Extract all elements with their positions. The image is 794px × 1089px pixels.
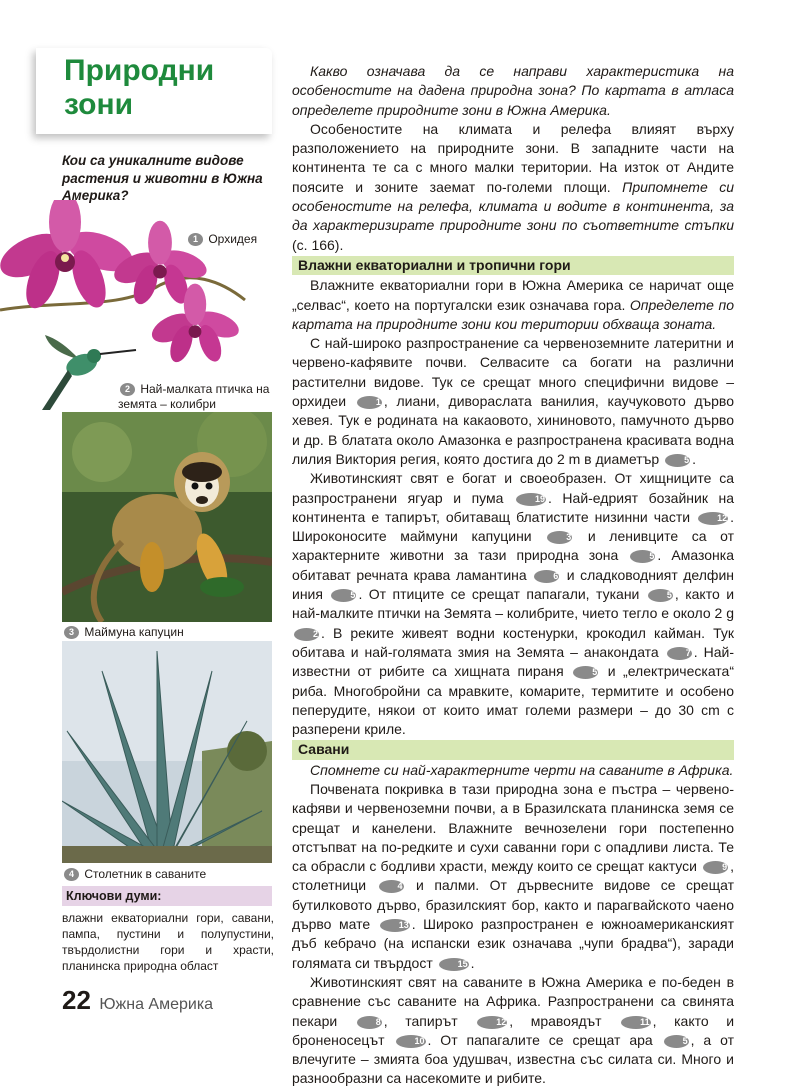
- ref-number: 4: [379, 880, 404, 893]
- keywords-heading: Ключови думи:: [62, 886, 272, 906]
- ref-number: 12: [477, 1016, 507, 1029]
- ref-number: 9: [703, 861, 728, 874]
- caption-number: 3: [64, 626, 79, 639]
- caption-hummingbird: [118, 382, 278, 412]
- page-number: 22: [62, 985, 91, 1015]
- paragraph: Почвената покривка в тази природна зона е пъстра – червено-кафяви и червеноземни почви, а в Бразилската планинска земя се срещат и канелени. Влажните вечнозелени гори постепенно отстъпват на по-редките и сухи саванни гори с опадливи листа. Те са обрасли с бодливи храсти, между които се срещат кактуси 9 , столетници 4 и палми. От дървесните видове се срещат бутилковото дърво, бразилският бор, както и парагвайското чаено дърво мате 13 . Широко разпространен е южноамериканският дъб кебрачо (на испански език означава „чупи брадва“), заради голямата си твърдост 15 .: [292, 780, 734, 971]
- paragraph: Животинският свят е богат и своеобразен. От хищниците са разпространени ягуар и пума 19 . Най-едрият бозайник на континента е тапирът, обитаващ блатистите низинни части 12 . Широконосите маймуни капуцини 3 и ленивците са от характерните животни за тази природна зона 5 . Амазонка обитават речната крава ламантина 6 и сладководният делфин иния 5 . От птиците се срещат папагали, тукани 5 , както и най-малките птички на Земята – колибрите, чието тегло е около 2 g 2 . В реките живеят водни костенурки, крокодил кайман. Тук обитава и най-голямата змия на Земята – анакондата 7 . Най-известни от рибите са хищната пираня 5 и „електрическата“ риба. Многобройни са мравките, комарите, термитите и особено пеперудите, някои от които имат големи размери – до 30 cm с разперени криле.: [292, 470, 735, 738]
- guiding-question: Кои са уникалните видове растения и животни в Южна Америка?: [62, 153, 263, 203]
- page-title-line2: зони: [64, 88, 134, 121]
- ref-number: 5: [648, 589, 673, 602]
- section-heading-rainforest: Влажни екваториални и тропични гори: [292, 256, 734, 275]
- caption-number: 2: [120, 383, 135, 396]
- ref-number: 5: [665, 454, 690, 467]
- paragraph: Животинският свят на саваните в Южна Америка е по-беден в сравнение със саваните на Африка. Разпространени са свинята пекари 8 , тапирът 12 , мравоядът 11 , както и броненосецът 10 . От папагалите се срещат ара 5 , а от влечугите – змията боа удушвач, известна със силата си. Много и разнообразни са насекомите и рибите.: [292, 973, 735, 1087]
- agave-photo: [62, 641, 272, 863]
- keywords-text: влажни екваториални гори, савани, пампа, пустини и полупустини, твърдолистни гори и храсти, планинска природна област: [62, 911, 274, 973]
- ref-number: 10: [396, 1035, 426, 1048]
- paragraph: Какво означава да се направи характеристика на особеностите на дадена природна зона? По картата в атласа определете природните зони в Южна Америка.: [292, 63, 734, 118]
- page-title: [64, 54, 214, 122]
- ref-number: 15: [439, 958, 469, 971]
- title-box: [36, 48, 272, 134]
- caption-number: 1: [188, 233, 203, 246]
- caption-text: Маймуна капуцин: [84, 625, 184, 639]
- paragraph: Спомнете си най-характерните черти на саваните в Африка.: [310, 761, 734, 778]
- caption-number: 4: [64, 868, 79, 881]
- ref-number: 1: [357, 396, 382, 409]
- page-title-line1: Природни: [64, 54, 215, 87]
- caption-monkey: [62, 625, 184, 640]
- ref-number: 19: [516, 493, 546, 506]
- monkey-photo: [62, 412, 272, 622]
- ref-number: 7: [667, 647, 692, 660]
- footer-title: Южна Америка: [99, 996, 214, 1013]
- ref-number: 6: [534, 570, 559, 583]
- paragraph: Особеностите на климата и релефа влияят върху разположението на природните зони. В западните части на континента те са с много малки територии. На изток от Андите поясите и зоните заемат по-големи площи. Припомнете си особеностите на релефа, климата и водите в континента, за да характеризирате природните зони по съответните стъпки (с. 166).: [292, 120, 735, 253]
- caption-orchid: [186, 232, 257, 247]
- ref-number: 3: [547, 531, 572, 544]
- ref-number: 13: [380, 919, 410, 932]
- caption-text: Орхидея: [208, 232, 258, 246]
- caption-agave: [62, 867, 206, 882]
- ref-number: 5: [331, 589, 356, 602]
- section-heading-savanna: Савани: [292, 740, 734, 759]
- ref-number: 5: [630, 550, 655, 563]
- ref-number: 5: [664, 1035, 689, 1048]
- ref-number: 12: [698, 512, 728, 525]
- caption-text: Най-малката птичка на земята – колибри: [118, 382, 270, 411]
- caption-text: Столетник в саваните: [84, 867, 207, 881]
- page-footer: [62, 985, 213, 1016]
- paragraph: Влажните екваториални гори в Южна Америка се наричат още „селвас“, което на португалски език означава гора. Определете по картата на природните зони кои територии обхваща зоната.: [292, 277, 734, 332]
- ref-number: 5: [573, 666, 598, 679]
- ref-number: 8: [357, 1016, 382, 1029]
- paragraph: С най-широко разпространение са червеноземните латеритни и червено-кафявите почви. Селвасите са богати на различни растителни видове. Тук се срещат много специфични видове – орхидеи 1 , лиани, дивораслата ванилия, каучуковото дърво хевея. Тук е родината на какаовото, хининовото, памучното дърво и др. В блатата около Амазонка е разпространена красивата водна лилия Виктория регия, която достига до 2 m в диаметър 5 .: [292, 335, 734, 467]
- ref-number: 11: [621, 1016, 651, 1029]
- ref-number: 2: [294, 628, 319, 641]
- main-text-column: [292, 62, 734, 1089]
